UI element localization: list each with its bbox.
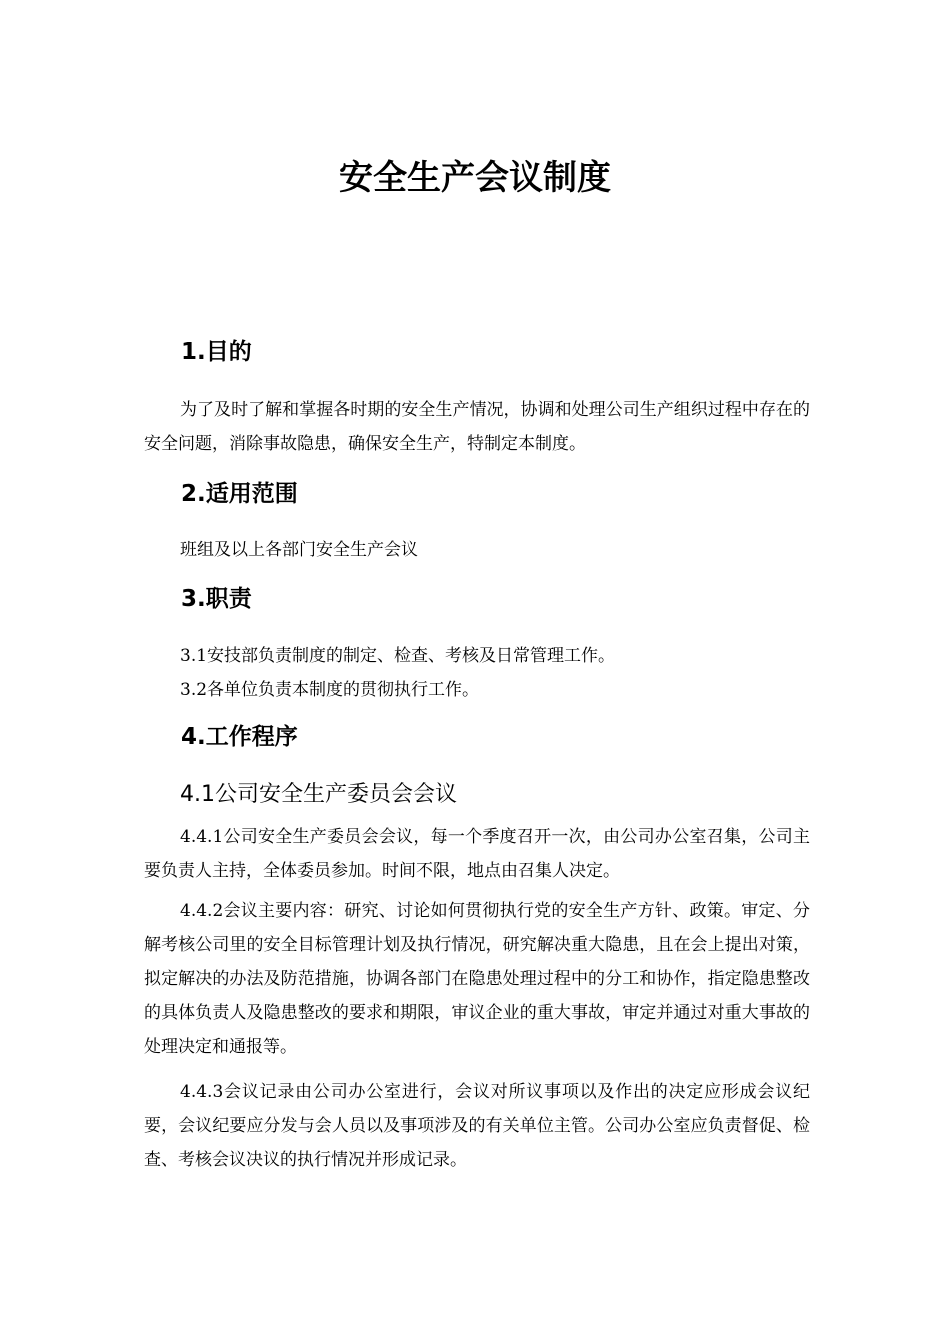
scope-paragraph: 班组及以上各部门安全生产会议 xyxy=(180,540,418,560)
purpose-paragraph: 为了及时了解和掌握各时期的安全生产情况，协调和处理公司生产组织过程中存在的安全问题，消除事故隐患，确保安全生产，特制定本制度。 xyxy=(144,400,810,454)
procedure-paragraph-3: 4.4.3会议记录由公司办公室进行，会议对所议事项以及作出的决定应形成会议纪要，会议纪要应分发与会人员以及事项涉及的有关单位主管。公司办公室应负责督促、检查、考核会议决议的执行情况并形成记录。 xyxy=(144,1082,810,1170)
section-heading-purpose: 1.目的 xyxy=(181,339,252,365)
duties-item-1: 3.1安技部负责制度的制定、检查、考核及日常管理工作。 xyxy=(180,646,616,666)
procedure-paragraph-2: 4.4.2会议主要内容：研究、讨论如何贯彻执行党的安全生产方针、政策。审定、分解考核公司里的安全目标管理计划及执行情况，研究解决重大隐患，且在会上提出对策，拟定解决的办法及防范措施，协调各部门在隐患处理过程中的分工和协作，指定隐患整改的具体负责人及隐患整改的要求和期限，审议企业的重大事故，审定并通过对重大事故的处理决定和通报等。 xyxy=(144,901,810,1057)
section-heading-duties: 3.职责 xyxy=(181,586,252,612)
procedure-paragraph-1: 4.4.1公司安全生产委员会会议，每一个季度召开一次，由公司办公室召集，公司主要负责人主持，全体委员参加。时间不限，地点由召集人决定。 xyxy=(144,827,810,881)
section-heading-scope: 2.适用范围 xyxy=(181,481,298,507)
subsection-heading-committee-meeting: 4.1公司安全生产委员会会议 xyxy=(180,782,457,807)
section-heading-procedure: 4.工作程序 xyxy=(181,724,298,750)
document-title: 安全生产会议制度 xyxy=(339,158,611,198)
duties-item-2: 3.2各单位负责本制度的贯彻执行工作。 xyxy=(180,680,480,700)
